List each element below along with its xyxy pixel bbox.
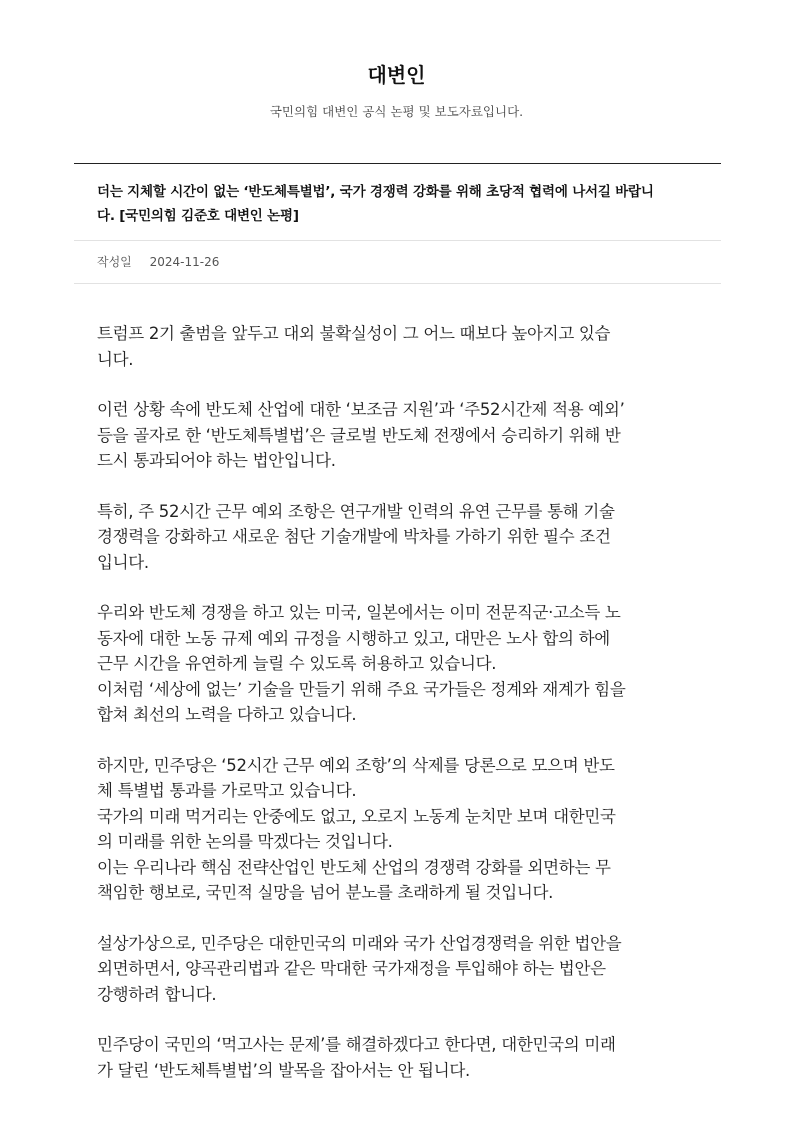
body-line: 트럼프 2기 출범을 앞두고 대외 불확실성이 그 어느 때보다 높아지고 있습 bbox=[97, 324, 611, 343]
body-line: 입니다. bbox=[97, 552, 149, 572]
body-line: 하지만, 민주당은 ‘52시간 근무 예외 조항’의 삭제를 당론으로 모으며 반도 bbox=[97, 755, 615, 775]
post-title-line: 다. [국민의힘 김준호 대변인 논평] bbox=[97, 208, 299, 224]
body-paragraph bbox=[97, 753, 697, 906]
body-line: 이는 우리나라 핵심 전략산업인 반도체 산업의 경쟁력 강화를 외면하는 무 bbox=[97, 857, 611, 877]
body-line: 근무 시간을 유연하게 늘릴 수 있도록 허용하고 있습니다. bbox=[97, 654, 497, 673]
body-paragraph bbox=[97, 931, 697, 1008]
body-line: 외면하면서, 양곡관리법과 같은 막대한 국가재정을 투입해야 하는 법안은 bbox=[97, 959, 606, 978]
body-line: 특히, 주 52시간 근무 예외 조항은 연구개발 인력의 유연 근무를 통해 기술 bbox=[97, 501, 615, 521]
body-paragraph bbox=[97, 499, 697, 576]
body-line: 이런 상황 속에 반도체 산업에 대한 ‘보조금 지원’과 ‘주52시간제 적용 예외’ bbox=[97, 400, 625, 419]
body-line: 니다. bbox=[97, 349, 134, 369]
title-divider bbox=[74, 240, 721, 241]
site-title[interactable]: 대변인 bbox=[367, 63, 426, 87]
date-label: 작성일 bbox=[97, 255, 132, 269]
body-line: 국가의 미래 먹거리는 안중에도 없고, 오로지 노동계 눈치만 보며 대한민국 bbox=[97, 806, 616, 826]
post-body bbox=[97, 321, 697, 1108]
body-line: 합쳐 최선의 노력을 다하고 있습니다. bbox=[97, 705, 357, 724]
body-line: 설상가상으로, 민주당은 대한민국의 미래와 국가 산업경쟁력을 위한 법안을 bbox=[97, 933, 622, 953]
meta-divider bbox=[74, 283, 721, 284]
site-subtitle: 국민의힘 대변인 공식 논평 및 보도자료입니다. bbox=[269, 104, 524, 119]
body-line: 강행하려 합니다. bbox=[97, 984, 217, 1004]
body-line: 민주당이 국민의 ‘먹고사는 문제’를 해결하겠다고 한다면, 대한민국의 미래 bbox=[97, 1035, 616, 1054]
body-paragraph bbox=[97, 397, 697, 474]
date-value: 2024-11-26 bbox=[149, 255, 220, 269]
body-line: 경쟁력을 강화하고 새로운 첨단 기술개발에 박차를 가하기 위한 필수 조건 bbox=[97, 527, 611, 546]
body-line: 책임한 행보로, 국민적 실망을 넘어 분노를 초래하게 될 것입니다. bbox=[97, 883, 554, 902]
header-divider bbox=[74, 163, 721, 164]
body-line: 드시 통과되어야 하는 법안입니다. bbox=[97, 451, 336, 470]
body-line: 동자에 대한 노동 규제 예외 규정을 시행하고 있고, 대만은 노사 합의 하에 bbox=[97, 628, 610, 648]
body-line: 의 미래를 위한 논의를 막겠다는 것입니다. bbox=[97, 832, 393, 851]
body-paragraph bbox=[97, 600, 697, 728]
post-meta bbox=[97, 253, 219, 271]
body-line: 등을 골자로 한 ‘반도체특별법’은 글로벌 반도체 전쟁에서 승리하기 위해 반 bbox=[97, 425, 621, 445]
body-paragraph bbox=[97, 1032, 697, 1083]
body-line: 가 달린 ‘반도체특별법’의 발목을 잡아서는 안 됩니다. bbox=[97, 1060, 470, 1080]
body-line: 이처럼 ‘세상에 없는’ 기술을 만들기 위해 주요 국가들은 정계와 재계가 힘을 bbox=[97, 679, 626, 699]
body-line: 체 특별법 통과를 가로막고 있습니다. bbox=[97, 781, 357, 800]
post-title bbox=[97, 180, 697, 228]
body-paragraph bbox=[97, 321, 697, 372]
body-line: 우리와 반도체 경쟁을 하고 있는 미국, 일본에서는 이미 전문직군·고소득 노 bbox=[97, 603, 621, 622]
post-title-line: 더는 지체할 시간이 없는 ‘반도체특별법’, 국가 경쟁력 강화를 위해 초당적 협력에 나서길 바랍니 bbox=[97, 184, 654, 200]
